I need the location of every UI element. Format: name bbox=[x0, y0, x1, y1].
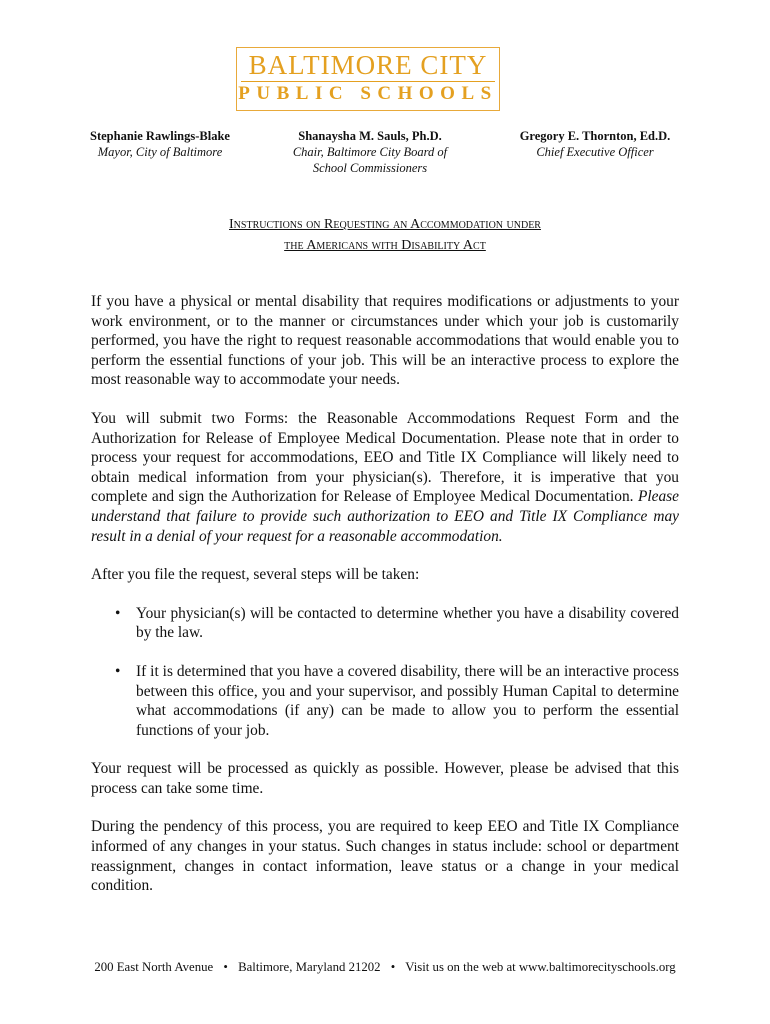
school-logo bbox=[236, 47, 500, 111]
logo-subtitle: PUBLIC SCHOOLS bbox=[238, 83, 498, 104]
footer-separator: • bbox=[223, 960, 228, 974]
official-role: Mayor, City of Baltimore bbox=[97, 145, 223, 159]
list-item: • If it is determined that you have a covered disability, there will be an interactive process between this office, you and your supervisor, and possibly Human Capital to determine what accommodations (if any) can be made to allow you to perform the essential functions of your job. bbox=[136, 662, 679, 740]
paragraph: Your request will be processed as quickly as possible. However, please be advised that this process can take some time. bbox=[91, 760, 679, 797]
paragraph-text: You will submit two Forms: the Reasonable Accommodations Request Form and the Authorization for Release of Employee Medical Documentation. Please note that in order to process your request for accommodations, EEO and Title IX Compliance will likely need to obtain medical information from your physician(s). Therefore, it is imperative that you complete and sign the Authorization for Release of Employee Medical Documentation. bbox=[91, 409, 679, 506]
official-name: Gregory E. Thornton, Ed.D. bbox=[519, 129, 671, 143]
official-role: School Commissioners bbox=[312, 161, 428, 175]
paragraph: If you have a physical or mental disability that requires modifications or adjustments to your work environment, or to the manner or circumstances under which your job is customarily performed, you have the right to request reasonable accommodations that would enable you to perform the essential functions of your job. This will be an interactive process to explore the most reasonable way to accommodate your needs. bbox=[91, 293, 679, 389]
title-line: Instructions on Requesting an Accommodation under bbox=[229, 217, 541, 232]
official-role: Chair, Baltimore City Board of bbox=[292, 145, 448, 159]
page-footer bbox=[0, 960, 770, 975]
logo-title: BALTIMORE CITY bbox=[248, 50, 488, 80]
official-board-chair bbox=[275, 128, 465, 176]
footer-city: Baltimore, Maryland 21202 bbox=[238, 960, 381, 974]
document-body bbox=[91, 292, 679, 915]
paragraph: After you file the request, several steps will be taken: bbox=[91, 566, 420, 584]
footer-website: Visit us on the web at www.baltimorecityschools.org bbox=[405, 960, 676, 974]
official-role: Chief Executive Officer bbox=[536, 145, 654, 159]
official-name: Shanaysha M. Sauls, Ph.D. bbox=[298, 129, 442, 143]
list-item: • Your physician(s) will be contacted to determine whether you have a disability covered by the law. bbox=[136, 604, 679, 643]
paragraph-warning: Please understand that failure to provide such authorization to EEO and Title IX Compliance may result in a denial of your request for a reasonable accommodation. bbox=[91, 488, 679, 545]
footer-separator: • bbox=[390, 960, 396, 974]
title-line: the Americans with Disability Act bbox=[284, 238, 486, 253]
document-title bbox=[90, 214, 680, 256]
footer-address: 200 East North Avenue bbox=[94, 960, 214, 974]
paragraph bbox=[91, 409, 679, 546]
steps-list bbox=[91, 604, 679, 741]
paragraph: During the pendency of this process, you are required to keep EEO and Title IX Compliance informed of any changes in your status. Such changes in status include: school or department reassignment, changes in contact information, leave status or a change in your medical condition. bbox=[91, 818, 679, 895]
official-name: Stephanie Rawlings-Blake bbox=[90, 129, 230, 143]
official-ceo bbox=[505, 128, 685, 160]
official-mayor bbox=[70, 128, 250, 160]
